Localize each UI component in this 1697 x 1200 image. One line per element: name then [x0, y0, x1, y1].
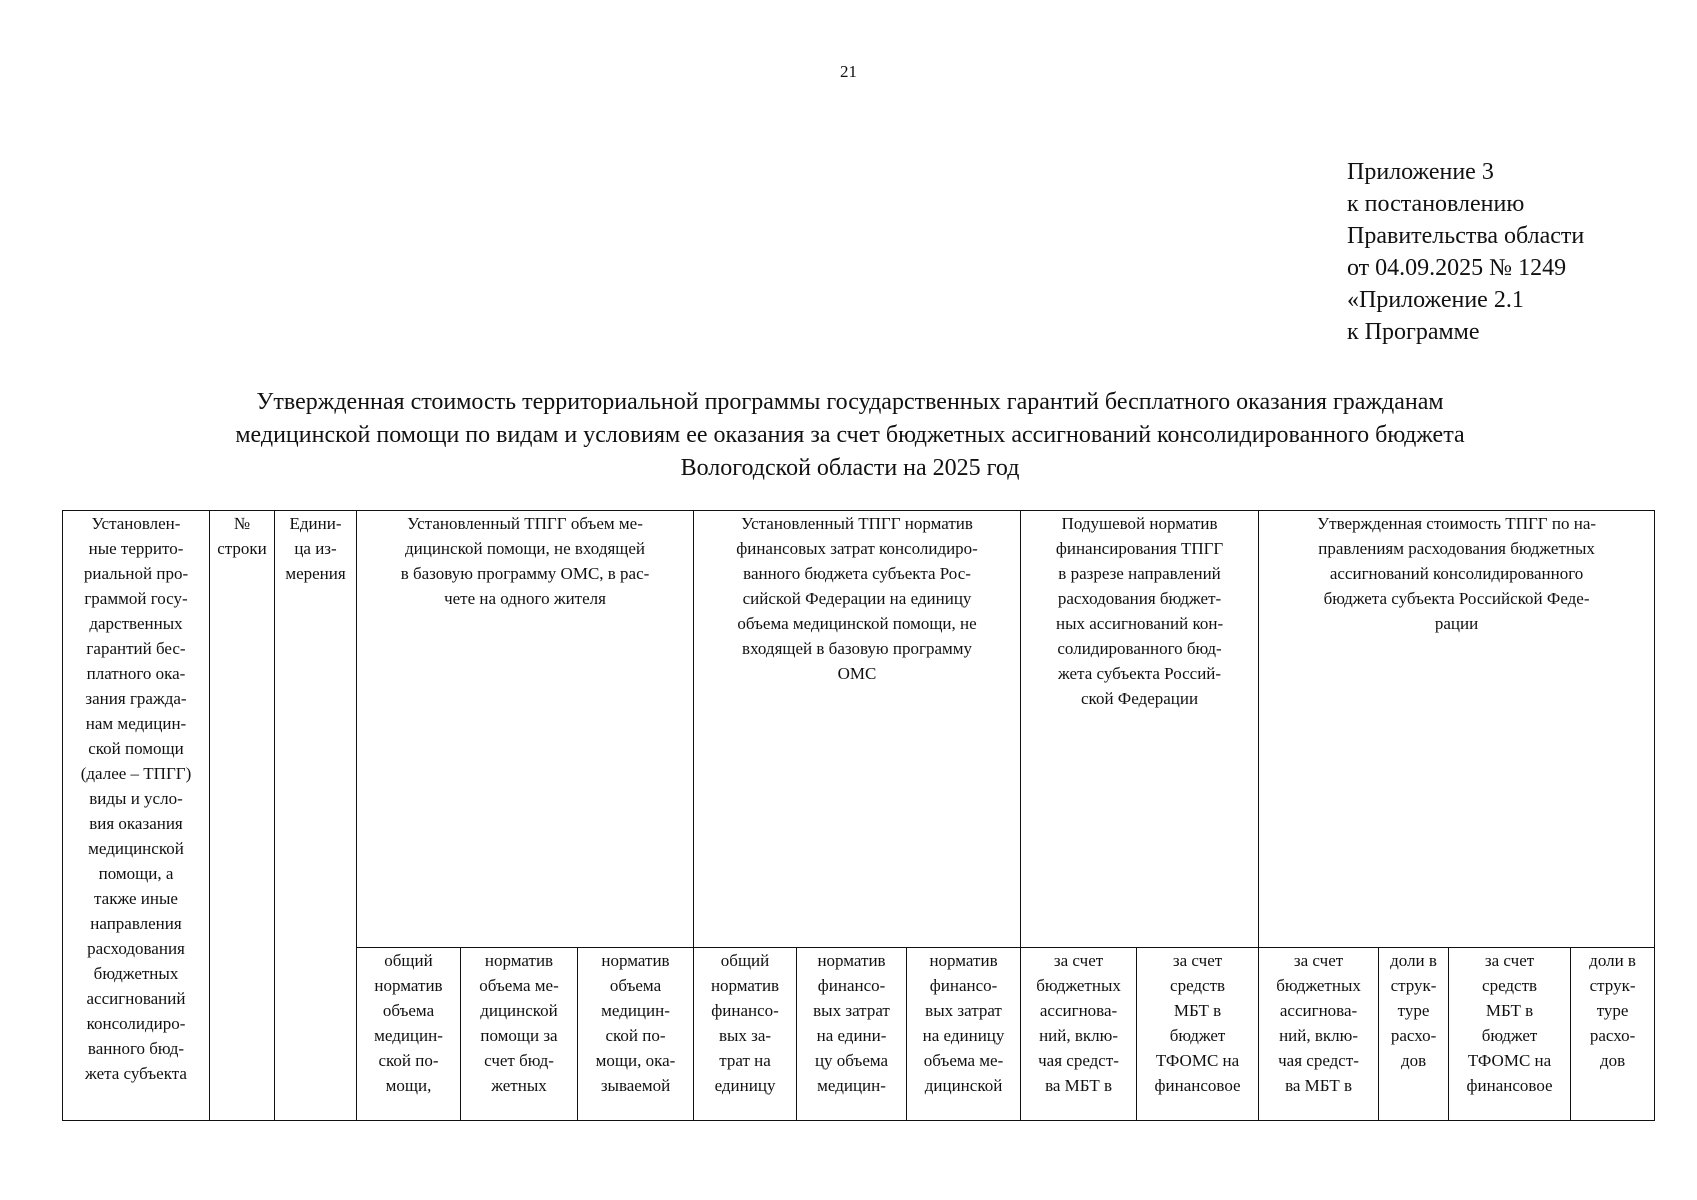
header-unit: [275, 511, 357, 1121]
text-line: дов: [1599, 1051, 1626, 1070]
text-line: единицу: [714, 1076, 776, 1095]
header-per-capita-group: [1021, 511, 1259, 948]
subheader-text: [907, 948, 1020, 1098]
text-line: расхо-: [1589, 1026, 1636, 1045]
text-line: трат на: [719, 1051, 771, 1070]
text-line: мерения: [285, 564, 346, 583]
text-line: объема: [382, 1001, 435, 1020]
text-line: Подушевой норматив: [1061, 514, 1218, 533]
header-row-number: [210, 511, 275, 1121]
text-line: бюджет: [1169, 1026, 1226, 1045]
subheader-cell: [1379, 948, 1449, 1121]
text-line: Установлен-: [91, 514, 181, 533]
text-line: помощи, а: [98, 864, 174, 883]
text-line: №: [233, 514, 251, 533]
header-text: [63, 511, 209, 1086]
subheader-cell: [1137, 948, 1259, 1121]
title-line: медицинской помощи по видам и условиям ее оказания за счет бюджетных ассигнований консолидированного бюджета: [235, 422, 1465, 448]
text-line: общий: [384, 951, 433, 970]
appendix-line: к Программе: [1347, 319, 1480, 345]
header-text: [275, 511, 356, 586]
text-line: ской по-: [378, 1051, 439, 1070]
text-line: норматив: [601, 951, 670, 970]
subheader-cell: [797, 948, 907, 1121]
text-line: средств: [1482, 976, 1538, 995]
text-line: бюджет: [1481, 1026, 1538, 1045]
text-line: жетных: [491, 1076, 547, 1095]
text-line: вых затрат: [813, 1001, 890, 1020]
text-line: ные террито-: [88, 539, 184, 558]
header-cost-norm-group: [694, 511, 1021, 948]
text-line: на единицу: [922, 1026, 1005, 1045]
header-tpgg-types: [63, 511, 210, 1121]
text-line: финансо-: [711, 1001, 779, 1020]
text-line: доли в: [1589, 951, 1636, 970]
header-text: [357, 511, 693, 611]
text-line: норматив: [710, 976, 780, 995]
text-line: объема ме-: [923, 1051, 1004, 1070]
text-line: вых затрат: [925, 1001, 1002, 1020]
text-line: норматив: [484, 951, 554, 970]
text-line: бюджетных: [1036, 976, 1121, 995]
subheader-text: [578, 948, 693, 1098]
text-line: общий: [720, 951, 770, 970]
subheader-text: [1571, 948, 1654, 1073]
text-line: ской Федерации: [1081, 689, 1199, 708]
text-line: также иные: [94, 889, 178, 908]
header-text: [1021, 511, 1258, 711]
text-line: Утвержденная стоимость ТПГГ по на-: [1317, 514, 1597, 533]
text-line: бюджетных: [93, 964, 179, 983]
appendix-line: «Приложение 2.1: [1347, 287, 1524, 313]
text-line: за счет: [1172, 951, 1223, 970]
text-line: мощи,: [385, 1076, 432, 1095]
text-line: входящей в базовую программу: [742, 639, 973, 658]
text-line: солидированного бюд-: [1057, 639, 1222, 658]
text-line: нам медицин-: [85, 714, 187, 733]
text-line: чете на одного жителя: [444, 589, 606, 608]
text-line: ний, вклю-: [1279, 1026, 1359, 1045]
text-line: чая средст-: [1038, 1051, 1119, 1070]
text-line: ний, вклю-: [1039, 1026, 1119, 1045]
text-line: ассигнований консолидированного: [1329, 564, 1584, 583]
text-line: туре: [1596, 1001, 1629, 1020]
text-line: риальной про-: [83, 564, 189, 583]
text-line: ассигнова-: [1039, 1001, 1118, 1020]
text-line: счет бюд-: [484, 1051, 554, 1070]
appendix-line: Правительства области: [1347, 223, 1585, 249]
text-line: граммой госу-: [84, 589, 188, 608]
text-line: расхо-: [1390, 1026, 1437, 1045]
text-line: дарственных: [89, 614, 183, 633]
text-line: за счет: [1293, 951, 1344, 970]
text-line: Установленный ТПГГ объем ме-: [407, 514, 643, 533]
page-number: 21: [840, 62, 857, 81]
text-line: медицинской: [88, 839, 184, 858]
text-line: ванного бюд-: [87, 1039, 185, 1058]
text-line: норматив: [817, 951, 886, 970]
text-line: ных ассигнований кон-: [1055, 614, 1224, 633]
text-line: в базовую программу ОМС, в рас-: [400, 564, 650, 583]
text-line: мощи, ока-: [595, 1051, 676, 1070]
text-line: ОМС: [837, 664, 877, 683]
text-line: финансовое: [1154, 1076, 1241, 1095]
text-line: расходования: [87, 939, 185, 958]
subheader-text: [1259, 948, 1378, 1098]
text-line: ванного бюджета субъекта Рос-: [743, 564, 971, 583]
text-line: гарантий бес-: [86, 639, 186, 658]
appendix-line: от 04.09.2025 № 1249: [1347, 255, 1567, 281]
text-line: вых за-: [718, 1026, 772, 1045]
text-line: (далее – ТПГГ): [80, 764, 192, 783]
text-line: медицин-: [817, 1076, 886, 1095]
text-line: МБТ в: [1485, 1001, 1534, 1020]
text-line: рации: [1434, 614, 1479, 633]
subheader-cell: [1259, 948, 1379, 1121]
subheader-cell: [907, 948, 1021, 1121]
text-line: чая средст-: [1278, 1051, 1359, 1070]
subheader-text: [1021, 948, 1136, 1098]
text-line: бюджета субъекта Российской Феде-: [1323, 589, 1590, 608]
text-line: дицинской помощи, не входящей: [404, 539, 646, 558]
header-approved-cost-group: [1259, 511, 1655, 948]
header-volume-group: [357, 511, 694, 948]
subheader-text: [461, 948, 577, 1098]
title-line: Утвержденная стоимость территориальной программы государственных гарантий бесплатного оказания гражданам: [256, 389, 1444, 415]
text-line: дов: [1400, 1051, 1427, 1070]
text-line: ассигнований: [86, 989, 186, 1008]
text-line: медицин-: [374, 1026, 443, 1045]
subheader-text: [694, 948, 796, 1098]
subheader-cell: [461, 948, 578, 1121]
text-line: Едини-: [289, 514, 342, 533]
text-line: струк-: [1589, 976, 1636, 995]
text-line: консолидиро-: [86, 1014, 186, 1033]
text-line: финансо-: [929, 976, 998, 995]
text-line: на едини-: [816, 1026, 887, 1045]
text-line: ской помощи: [88, 739, 184, 758]
subheader-text: [1137, 948, 1258, 1098]
text-line: зываемой: [600, 1076, 671, 1095]
cost-table: [62, 510, 1655, 1121]
subheader-cell: [578, 948, 694, 1121]
text-line: вия оказания: [89, 814, 183, 833]
text-line: цу объема: [814, 1051, 889, 1070]
text-line: ТФОМС на: [1155, 1051, 1240, 1070]
subheader-text: [1379, 948, 1448, 1073]
text-line: ца из-: [294, 539, 337, 558]
text-line: дицинской: [480, 1001, 558, 1020]
text-line: финансовых затрат консолидиро-: [736, 539, 978, 558]
document-title: [100, 386, 1600, 485]
text-line: сийской Федерации на единицу: [742, 589, 972, 608]
text-line: норматив: [929, 951, 998, 970]
text-line: в разрезе направлений: [1058, 564, 1221, 583]
text-line: ва МБТ в: [1045, 1076, 1112, 1095]
text-line: финансо-: [817, 976, 886, 995]
subheader-text: [357, 948, 460, 1098]
header-text: [694, 511, 1020, 686]
subheader-text: [797, 948, 906, 1098]
header-text: [1259, 511, 1654, 636]
title-line: Вологодской области на 2025 год: [680, 455, 1020, 481]
text-line: виды и усло-: [89, 789, 183, 808]
text-line: ассигнова-: [1279, 1001, 1358, 1020]
text-line: норматив: [374, 976, 443, 995]
text-line: объема медицинской помощи, не: [737, 614, 977, 633]
text-line: ва МБТ в: [1285, 1076, 1352, 1095]
text-line: за счет: [1484, 951, 1535, 970]
appendix-line: Приложение 3: [1347, 159, 1494, 185]
subheader-text: [1449, 948, 1570, 1098]
text-line: зания гражда-: [85, 689, 187, 708]
subheader-cell: [1449, 948, 1571, 1121]
text-line: МБТ в: [1173, 1001, 1222, 1020]
text-line: медицин-: [601, 1001, 670, 1020]
text-line: бюджетных: [1276, 976, 1361, 995]
text-line: объема ме-: [479, 976, 559, 995]
text-line: жета субъекта: [85, 1064, 187, 1083]
text-line: помощи за: [480, 1026, 558, 1045]
text-line: объема: [609, 976, 662, 995]
text-line: средств: [1170, 976, 1226, 995]
text-line: струк-: [1390, 976, 1437, 995]
subheader-cell: [1571, 948, 1655, 1121]
text-line: финансовое: [1466, 1076, 1553, 1095]
text-line: Установленный ТПГГ норматив: [741, 514, 973, 533]
text-line: ТФОМС на: [1467, 1051, 1552, 1070]
appendix-reference: [1347, 156, 1584, 348]
text-line: правлениям расходования бюджетных: [1318, 539, 1595, 558]
text-line: расходования бюджет-: [1057, 589, 1222, 608]
text-line: туре: [1397, 1001, 1430, 1020]
subheader-cell: [694, 948, 797, 1121]
text-line: ской по-: [605, 1026, 666, 1045]
header-text: [210, 511, 274, 561]
text-line: жета субъекта Россий-: [1058, 664, 1222, 683]
text-line: дицинской: [924, 1076, 1003, 1095]
text-line: направления: [90, 914, 182, 933]
subheader-cell: [1021, 948, 1137, 1121]
text-line: финансирования ТПГГ: [1055, 539, 1224, 558]
text-line: строки: [217, 539, 267, 558]
text-line: за счет: [1053, 951, 1104, 970]
subheader-cell: [357, 948, 461, 1121]
text-line: платного ока-: [86, 664, 186, 683]
text-line: доли в: [1390, 951, 1437, 970]
appendix-line: к постановлению: [1347, 191, 1525, 217]
